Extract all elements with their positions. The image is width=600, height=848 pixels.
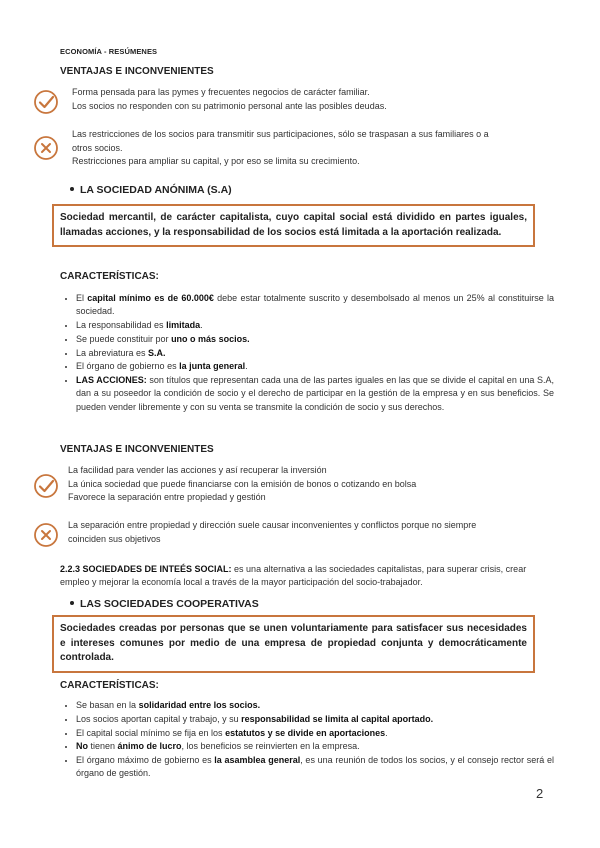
characteristics-list-coop xyxy=(62,699,554,781)
list-item: • El capital social mínimo se fija en los estatutos y se divide en aportaciones. xyxy=(76,727,554,740)
paragraph-heading: 2.2.3 SOCIEDADES DE INTEÉS SOCIAL: xyxy=(60,564,232,574)
section-title-sa xyxy=(70,184,232,196)
check-circle-icon xyxy=(33,89,59,115)
page-number: 2 xyxy=(536,786,544,801)
section-title-ventajas-1: VENTAJAS E INCONVENIENTES xyxy=(60,66,214,77)
pro-item: La única sociedad que puede financiarse con la emisión de bonos o cotizando en bolsa xyxy=(68,478,417,489)
pro-item: Los socios no responden con su patrimonio personal ante las posibles deudas. xyxy=(72,100,387,111)
pro-item: La facilidad para vender las acciones y así recuperar la inversión xyxy=(68,465,327,475)
characteristics-list-sa xyxy=(62,292,554,414)
section-title-ventajas-2: VENTAJAS E INCONVENIENTES xyxy=(60,444,214,455)
section-title-text: LAS SOCIEDADES COOPERATIVAS xyxy=(80,598,259,610)
pro-item: Favorece la separación entre propiedad y gestión xyxy=(68,492,266,502)
bullet-dot xyxy=(70,187,74,191)
list-item: • La abreviatura es S.A. xyxy=(76,347,554,360)
char-title-coop: CARACTERÍSTICAS: xyxy=(60,680,159,691)
con-item: La separación entre propiedad y dirección suele causar inconvenientes y conflictos porque no siempre xyxy=(68,520,477,530)
paragraph-body: es una alternativa a las sociedades capitalistas, para superar crisis, crear empleo y mejorar la economía local a través de la mayor participación del socio-trabajador. xyxy=(60,564,527,587)
con-item: Restricciones para ampliar su capital, y por eso se limita su crecimiento. xyxy=(72,156,360,166)
cons-list-2 xyxy=(68,519,548,546)
paragraph-interes-social xyxy=(60,563,545,589)
list-item: • No tienen ánimo de lucro, los beneficios se reinvierten en la empresa. xyxy=(76,740,554,753)
list-item: • LAS ACCIONES: son títulos que representan cada una de las partes iguales en las que se divide el capital en una S.A, dan a su poseedor la condición de socio y el derecho de participar en la gestión de la empresa y en sus beneficios. Se pueden vender libremente y con su venta se transmite la condición de socio y sus derechos. xyxy=(76,374,554,414)
con-item: Las restricciones de los socios para transmitir sus participaciones, sólo se traspasan a sus familiares o a xyxy=(72,129,489,139)
pro-item: Forma pensada para las pymes y frecuentes negocios de carácter familiar. xyxy=(72,87,370,97)
check-circle-icon xyxy=(33,473,59,499)
list-item: • La responsabilidad es limitada. xyxy=(76,319,554,332)
section-title-coop xyxy=(70,598,259,610)
list-item: • El órgano máximo de gobierno es la asamblea general, es una reunión de todos los socios, y el consejo rector será el órgano de gestión. xyxy=(76,754,554,780)
list-item: • El capital mínimo es de 60.000€ debe estar totalmente suscrito y desembolsado al menos un 25% al constituirse la sociedad. xyxy=(76,292,554,318)
con-item: otros socios. xyxy=(72,142,123,153)
definition-box-coop xyxy=(52,615,535,673)
list-item: • Se basan en la solidaridad entre los socios. xyxy=(76,699,554,712)
definition-text: Sociedades creadas por personas que se unen voluntariamente para satisfacer sus necesidades e intereses comunes por medio de una empresa de propiedad conjunta y democráticamente controlada. xyxy=(60,623,527,663)
con-item: coinciden sus objetivos xyxy=(68,533,161,544)
definition-text: Sociedad mercantil, de carácter capitalista, cuyo capital social está dividido en partes iguales, llamadas acciones, y la responsabilidad de los socios está limitada a la aportación realizada. xyxy=(60,212,527,238)
bullet-dot xyxy=(70,601,74,605)
list-item: • Se puede constituir por uno o más socios. xyxy=(76,333,554,346)
list-item: • El órgano de gobierno es la junta general. xyxy=(76,360,554,373)
char-title-sa: CARACTERÍSTICAS: xyxy=(60,271,159,282)
pros-list-2 xyxy=(68,464,548,505)
x-circle-icon xyxy=(33,522,59,548)
section-title-text: LA SOCIEDAD ANÓNIMA (S.A) xyxy=(80,184,232,196)
definition-box-sa xyxy=(52,204,535,247)
list-item: • Los socios aportan capital y trabajo, y su responsabilidad se limita al capital aportado. xyxy=(76,713,554,726)
page-header: ECONOMÍA - RESÚMENES xyxy=(60,47,158,56)
x-circle-icon xyxy=(33,135,59,161)
cons-list-1 xyxy=(72,128,552,169)
pros-list-1 xyxy=(72,86,552,113)
